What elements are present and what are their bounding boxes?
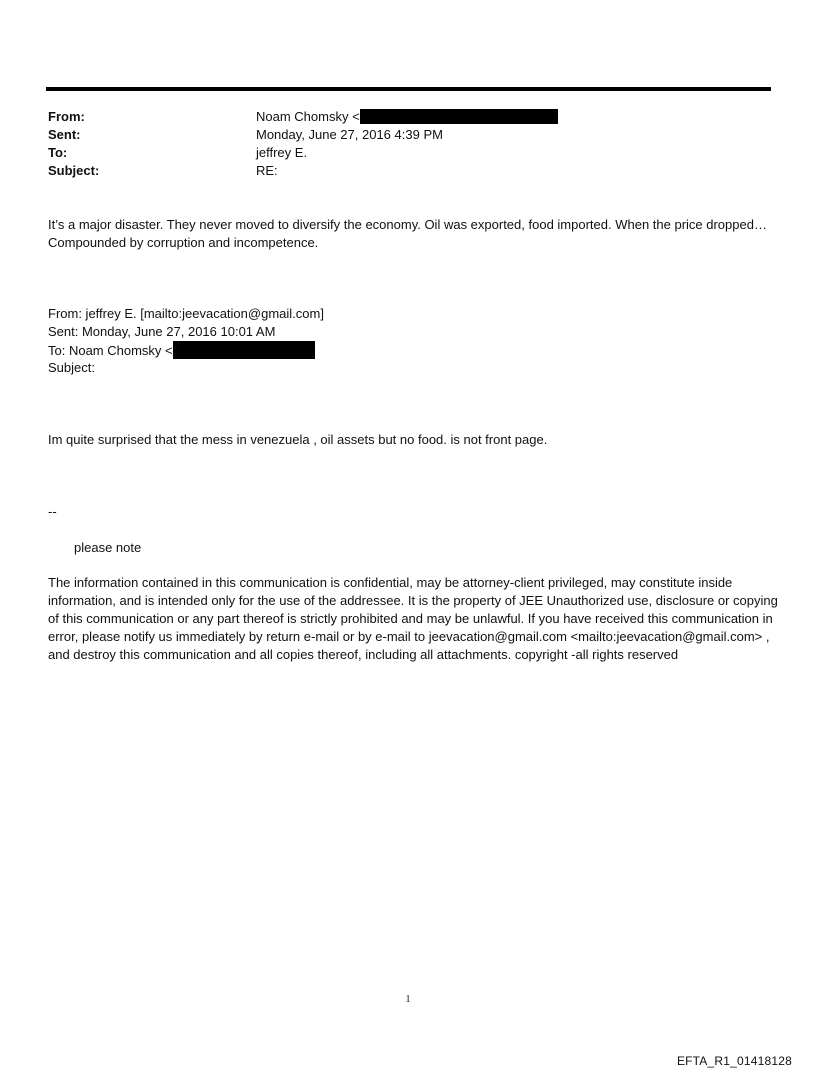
from-sender: Noam Chomsky < <box>256 109 360 124</box>
signature-separator: -- <box>48 504 57 519</box>
forwarded-to-text: To: Noam Chomsky < <box>48 343 173 358</box>
sent-value: Monday, June 27, 2016 4:39 PM <box>256 127 443 142</box>
header-rule <box>46 87 771 91</box>
page-number: 1 <box>405 994 411 1005</box>
forwarded-body: Im quite surprised that the mess in venezuela , oil assets but no food. is not front page. <box>48 432 548 447</box>
forwarded-from: From: jeffrey E. [mailto:jeevacation@gmail.com] <box>48 306 324 321</box>
subject-label: Subject: <box>48 163 100 178</box>
from-value <box>256 108 558 126</box>
subject-value: RE: <box>256 163 278 178</box>
redaction-block <box>173 341 315 359</box>
sent-label: Sent: <box>48 127 81 142</box>
signature-note: please note <box>74 540 142 555</box>
forwarded-to <box>48 341 315 360</box>
signature-disclaimer: The information contained in this communication is confidential, may be attorney-client privileged, may constitute inside information, and is intended only for the use of the addressee. It is the property of JEE Unauthorized use, disclosure or copying of this communication or any part thereof is strictly prohibited and may be unlawful. If you have received this communication in error, please notify us immediately by return e-mail or by e-mail to jeevacation@gmail.com <mailto:jeevacation@gmail.com> , and destroy this communication and all copies thereof, including all attachments. copyright -all rights reserved <box>48 575 778 662</box>
reply-body: It’s a major disaster. They never moved to diversify the economy. Oil was exported, food imported. When the price dropped… Compounded by corruption and incompetence. <box>48 217 767 250</box>
forwarded-subject: Subject: <box>48 360 95 375</box>
from-label: From: <box>48 109 85 124</box>
to-value: jeffrey E. <box>256 145 308 160</box>
redaction-block <box>360 109 558 124</box>
forwarded-sent: Sent: Monday, June 27, 2016 10:01 AM <box>48 324 276 339</box>
to-label: To: <box>48 145 68 160</box>
bates-number: EFTA_R1_01418128 <box>676 1054 792 1068</box>
